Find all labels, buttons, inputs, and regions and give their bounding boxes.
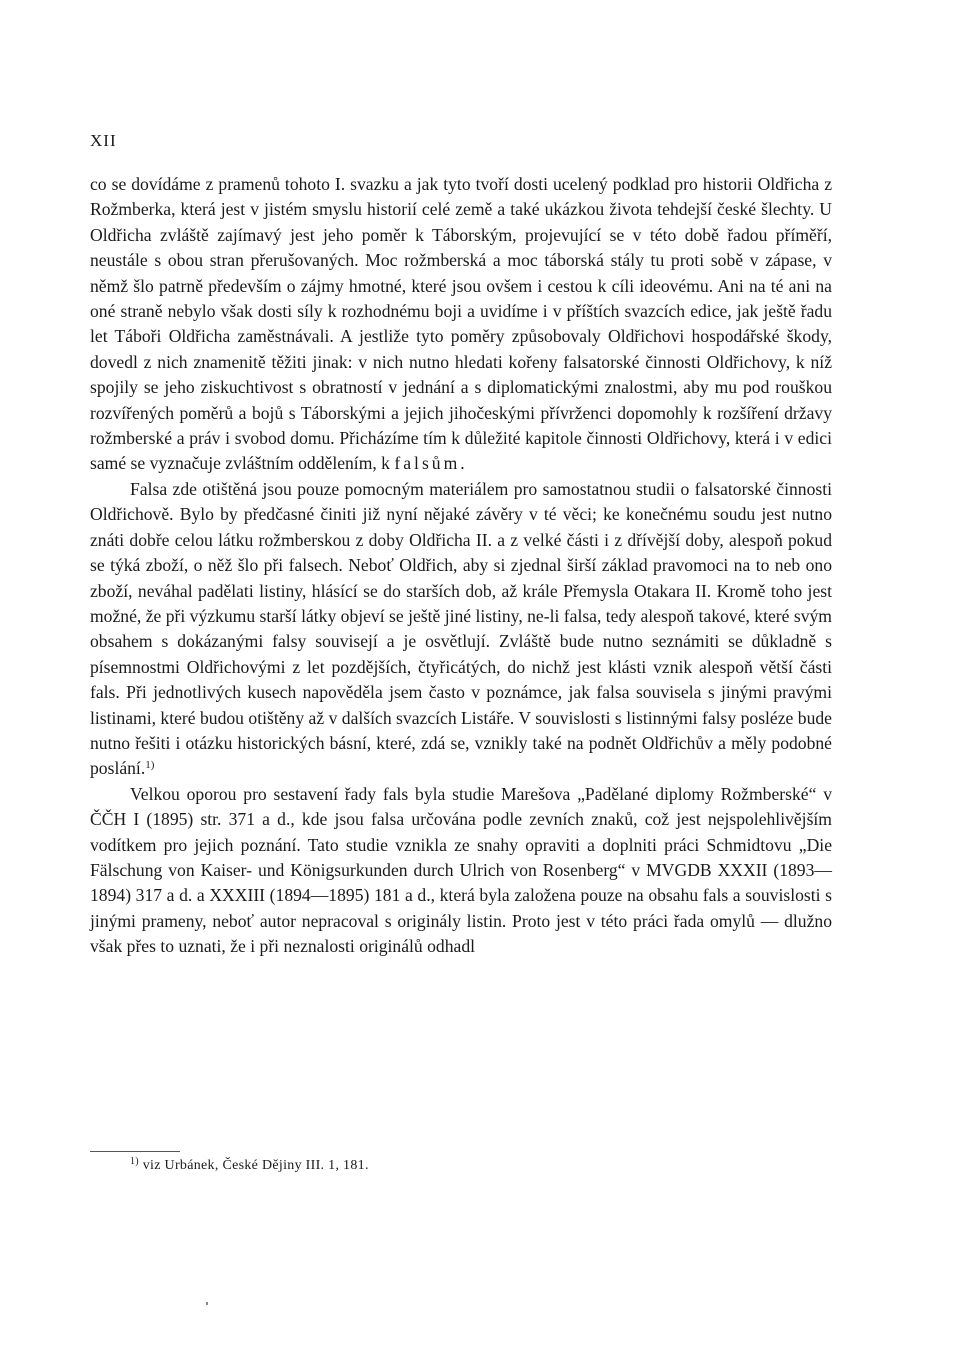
footnote-text: viz Urbánek, České Dějiny III. 1, 181.	[142, 1158, 369, 1173]
page-number: XII	[90, 131, 117, 150]
footnote-reference: 1)	[145, 759, 155, 772]
body-text	[90, 172, 832, 960]
footnote-divider	[90, 1151, 180, 1152]
footnote-marker: 1)	[130, 1156, 139, 1167]
paragraph-2-text: Falsa zde otištěná jsou pouze pomocným materiálem pro samostatnou studii o falsatorské činnosti Oldřichově. Bylo by předčasné činiti již nyní nějaké závěry v té věci; ke konečnému soudu jest nutno znáti dobře celou látku rožmberskou z doby Oldřicha II. a z velké části i z dřívější doby, alespoň pokud se týká zboží, o něž šlo při falsech. Neboť Oldřich, aby si zjednal širší základ pravomoci na to neb ono zboží, neváhal padělati listiny, hlásící se do starších dob, až krále Přemysla Otakara II. Kromě toho jest možné, že při výzkumu starší látky objeví se ještě jiné listiny, ne-li falsa, tedy alespoň takové, které svým obsahem s dokázanými falsy souvisejí a je osvětlují. Zvláště bude nutno seznámiti se důkladně s písemnostmi Oldřichovými z let pozdějších, čtyřicátých, do nichž jest klásti vznik alespoň větší části fals. Při jednotlivých kusech napověděla jsem často v poznámce, jak falsa souvisela s jinými pravými listinami, které budou otištěny až v dalších svazcích Listáře. V souvislosti s listinnými falsy posléze bude nutno řešiti i otázku historických básní, které, zdá se, vznikly také na podnět Oldřichův a měly podobné poslání.	[90, 478, 832, 779]
paragraph-3	[90, 782, 832, 960]
paragraph-1	[90, 172, 832, 477]
emphasized-word: falsům.	[394, 453, 468, 474]
scan-speck	[206, 1302, 208, 1305]
paragraph-3-text: Velkou oporou pro sestavení řady fals byla studie Marešova „Padělané diplomy Rožmberské“ v ČČH I (1895) str. 371 a d., kde jsou falsa určována podle zevních znaků, což jest nejspolehlivějším vodítkem pro jejich poznání. Tato studie vznikla ze snahy opraviti a doplniti práci Schmidtovu „Die Fälschung von Kaiser- und Königsurkunden durch Ulrich von Rosenberg“ v MVGDB XXXII (1893—1894) 317 a d. a XXXIII (1894—1895) 181 a d., která byla založena pouze na obsahu fals a souvislosti s jinými prameny, neboť autor nepracoval s originály listin. Proto jest v této práci řada omylů — dlužno však přes to uznati, že i při neznalosti originálů odhadl	[90, 783, 832, 957]
paragraph-2	[90, 477, 832, 782]
footnote	[130, 1157, 369, 1175]
paragraph-1-text: co se dovídáme z pramenů tohoto I. svazku a jak tyto tvoří dosti ucelený podklad pro historii Oldřicha z Rožmberka, která jest v jistém smyslu historií celé země a také ukázkou života tehdejší české šlechty. U Oldřicha zvláště zajímavý jest jeho poměr k Táborským, projevující se v této době řadou příměří, neustále s obou stran přerušovaných. Moc rožmberská a moc táborská stály tu proti sobě v zápase, v němž šlo patrně především o zájmy hmotné, které jsou ovšem i cestou k cíli ideovému. Ani na té ani na oné straně nebylo však dosti síly k rozhodnému boji a uvidíme i v příštích svazcích edice, jak ještě řadu let Táboři Oldřicha zaměstnávali. A jestliže tyto poměry způsobovaly Oldřichovi hospodářské škody, dovedl z nich znamenitě těžiti jinak: v nich nutno hledati kořeny falsatorské činnosti Oldřichovy, k níž spojily se jeho ziskuchtivost s obratností v jednání a s diplomatickými znalostmi, aby mu pod rouškou rozvířených poměrů a bojů s Táborskými a jejich jihočeskými přívrženci dopomohly k rozšíření državy rožmberské a práv i svobod domu. Přicházíme tím k důležité kapitole činnosti Oldřichovy, která i v edici samé se vyznačuje zvláštním oddělením, k	[90, 174, 832, 474]
